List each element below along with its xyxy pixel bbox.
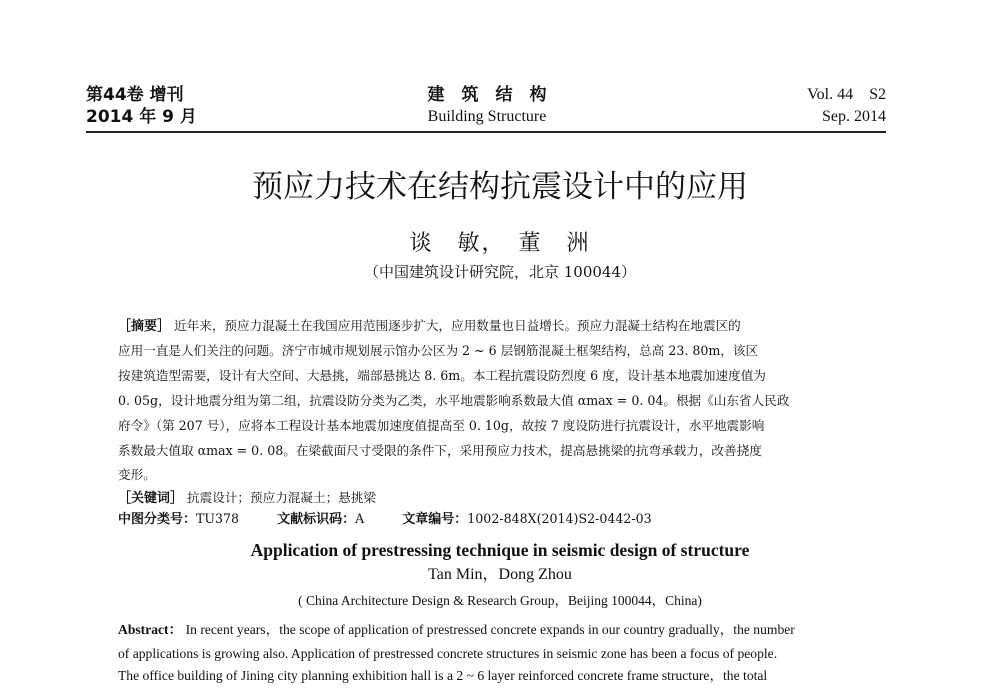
doc-code-label: 文献标识码： [277, 512, 356, 527]
abstract-cn-line-3: 按建筑造型需要，设计有大空间、大悬挑，端部悬挑达 8. 6m。本工程抗震设防烈度 6 度，设计基本地震加速度值为 [118, 368, 766, 383]
journal-name-en: Building Structure [427, 108, 547, 125]
abstract-cn-line-5: 府令》（第 207 号），应将本工程设计基本地震加速度值提高至 0. 10g，故按 7 度设防进行抗震设计，水平地震影响 [118, 418, 765, 433]
volume-en: Vol. 44 S2 [807, 86, 886, 103]
abstract-cn-text: 近年来，预应力混凝土在我国应用范围逐步扩大，应用数量也日益增长。预应力混凝土结构在地震区的 [174, 318, 741, 333]
english-authors: Tan Min，Dong Zhou [428, 566, 572, 583]
journal-name-cn: 建 筑 结 构 [427, 85, 547, 105]
article-no-label: 文章编号： [402, 512, 468, 527]
abstract-cn-line-6: 系数最大值取 αmax = 0. 08。在梁截面尺寸受限的条件下，采用预应力技术，提高悬挑梁的抗弯承载力，改善挠度 [118, 443, 762, 458]
abstract-cn-label: ［摘要］ [118, 319, 171, 334]
abstract-cn-line-2: 应用一直是人们关注的问题。济宁市城市规划展示馆办公区为 2 ~ 6 层钢筋混凝土框架结构，总高 23. 80m，该区 [118, 343, 759, 358]
english-affiliation: ( China Architecture Design & Research Group，Beijing 100044，China) [298, 593, 702, 608]
keywords-cn-label: ［关键词］ [118, 491, 184, 506]
abstract-cn-line-7: 变形。 [118, 467, 156, 482]
abstract-en-label: Abstract： [118, 622, 183, 637]
date-en: Sep. 2014 [822, 108, 886, 125]
abstract-en-line-2: of applications is growing also. Application of prestressed concrete structures in seismic zone has been a focus of people. [118, 646, 778, 661]
abstract-en-line-1 [118, 617, 795, 642]
keywords-cn-text: 抗震设计；预应力混凝土；悬挑梁 [187, 490, 376, 505]
classification-line [118, 506, 652, 532]
authors: 谈 敏， 董 洲 [409, 231, 591, 256]
header-rule [86, 131, 886, 133]
doc-code-value: A [355, 511, 365, 526]
abstract-cn-line-1 [118, 313, 741, 339]
clc-value: TU378 [196, 511, 240, 526]
abstract-en-line-3: The office building of Jining city planning exhibition hall is a 2 ~ 6 layer reinforced concrete frame structure，the total [118, 668, 768, 683]
article-no-value: 1002-848X(2014)S2-0442-03 [467, 511, 652, 526]
volume-cn: 第44卷 增刊 [86, 85, 184, 105]
english-title: Application of prestressing technique in seismic design of structure [250, 540, 750, 560]
clc-label: 中图分类号： [118, 512, 197, 527]
abstract-cn-line-4: 0. 05g，设计地震分组为第二组，抗震设防分类为乙类，水平地震影响系数最大值 αmax = 0. 04。根据《山东省人民政 [118, 393, 790, 408]
abstract-en-text: In recent years，the scope of application of prestressed concrete expands in our country gradually，the number [185, 622, 795, 637]
affiliation: （中国建筑设计研究院，北京 100044） [363, 263, 637, 281]
date-cn: 2014 年 9 月 [86, 107, 197, 127]
paper-title: 预应力技术在结构抗震设计中的应用 [252, 169, 748, 205]
